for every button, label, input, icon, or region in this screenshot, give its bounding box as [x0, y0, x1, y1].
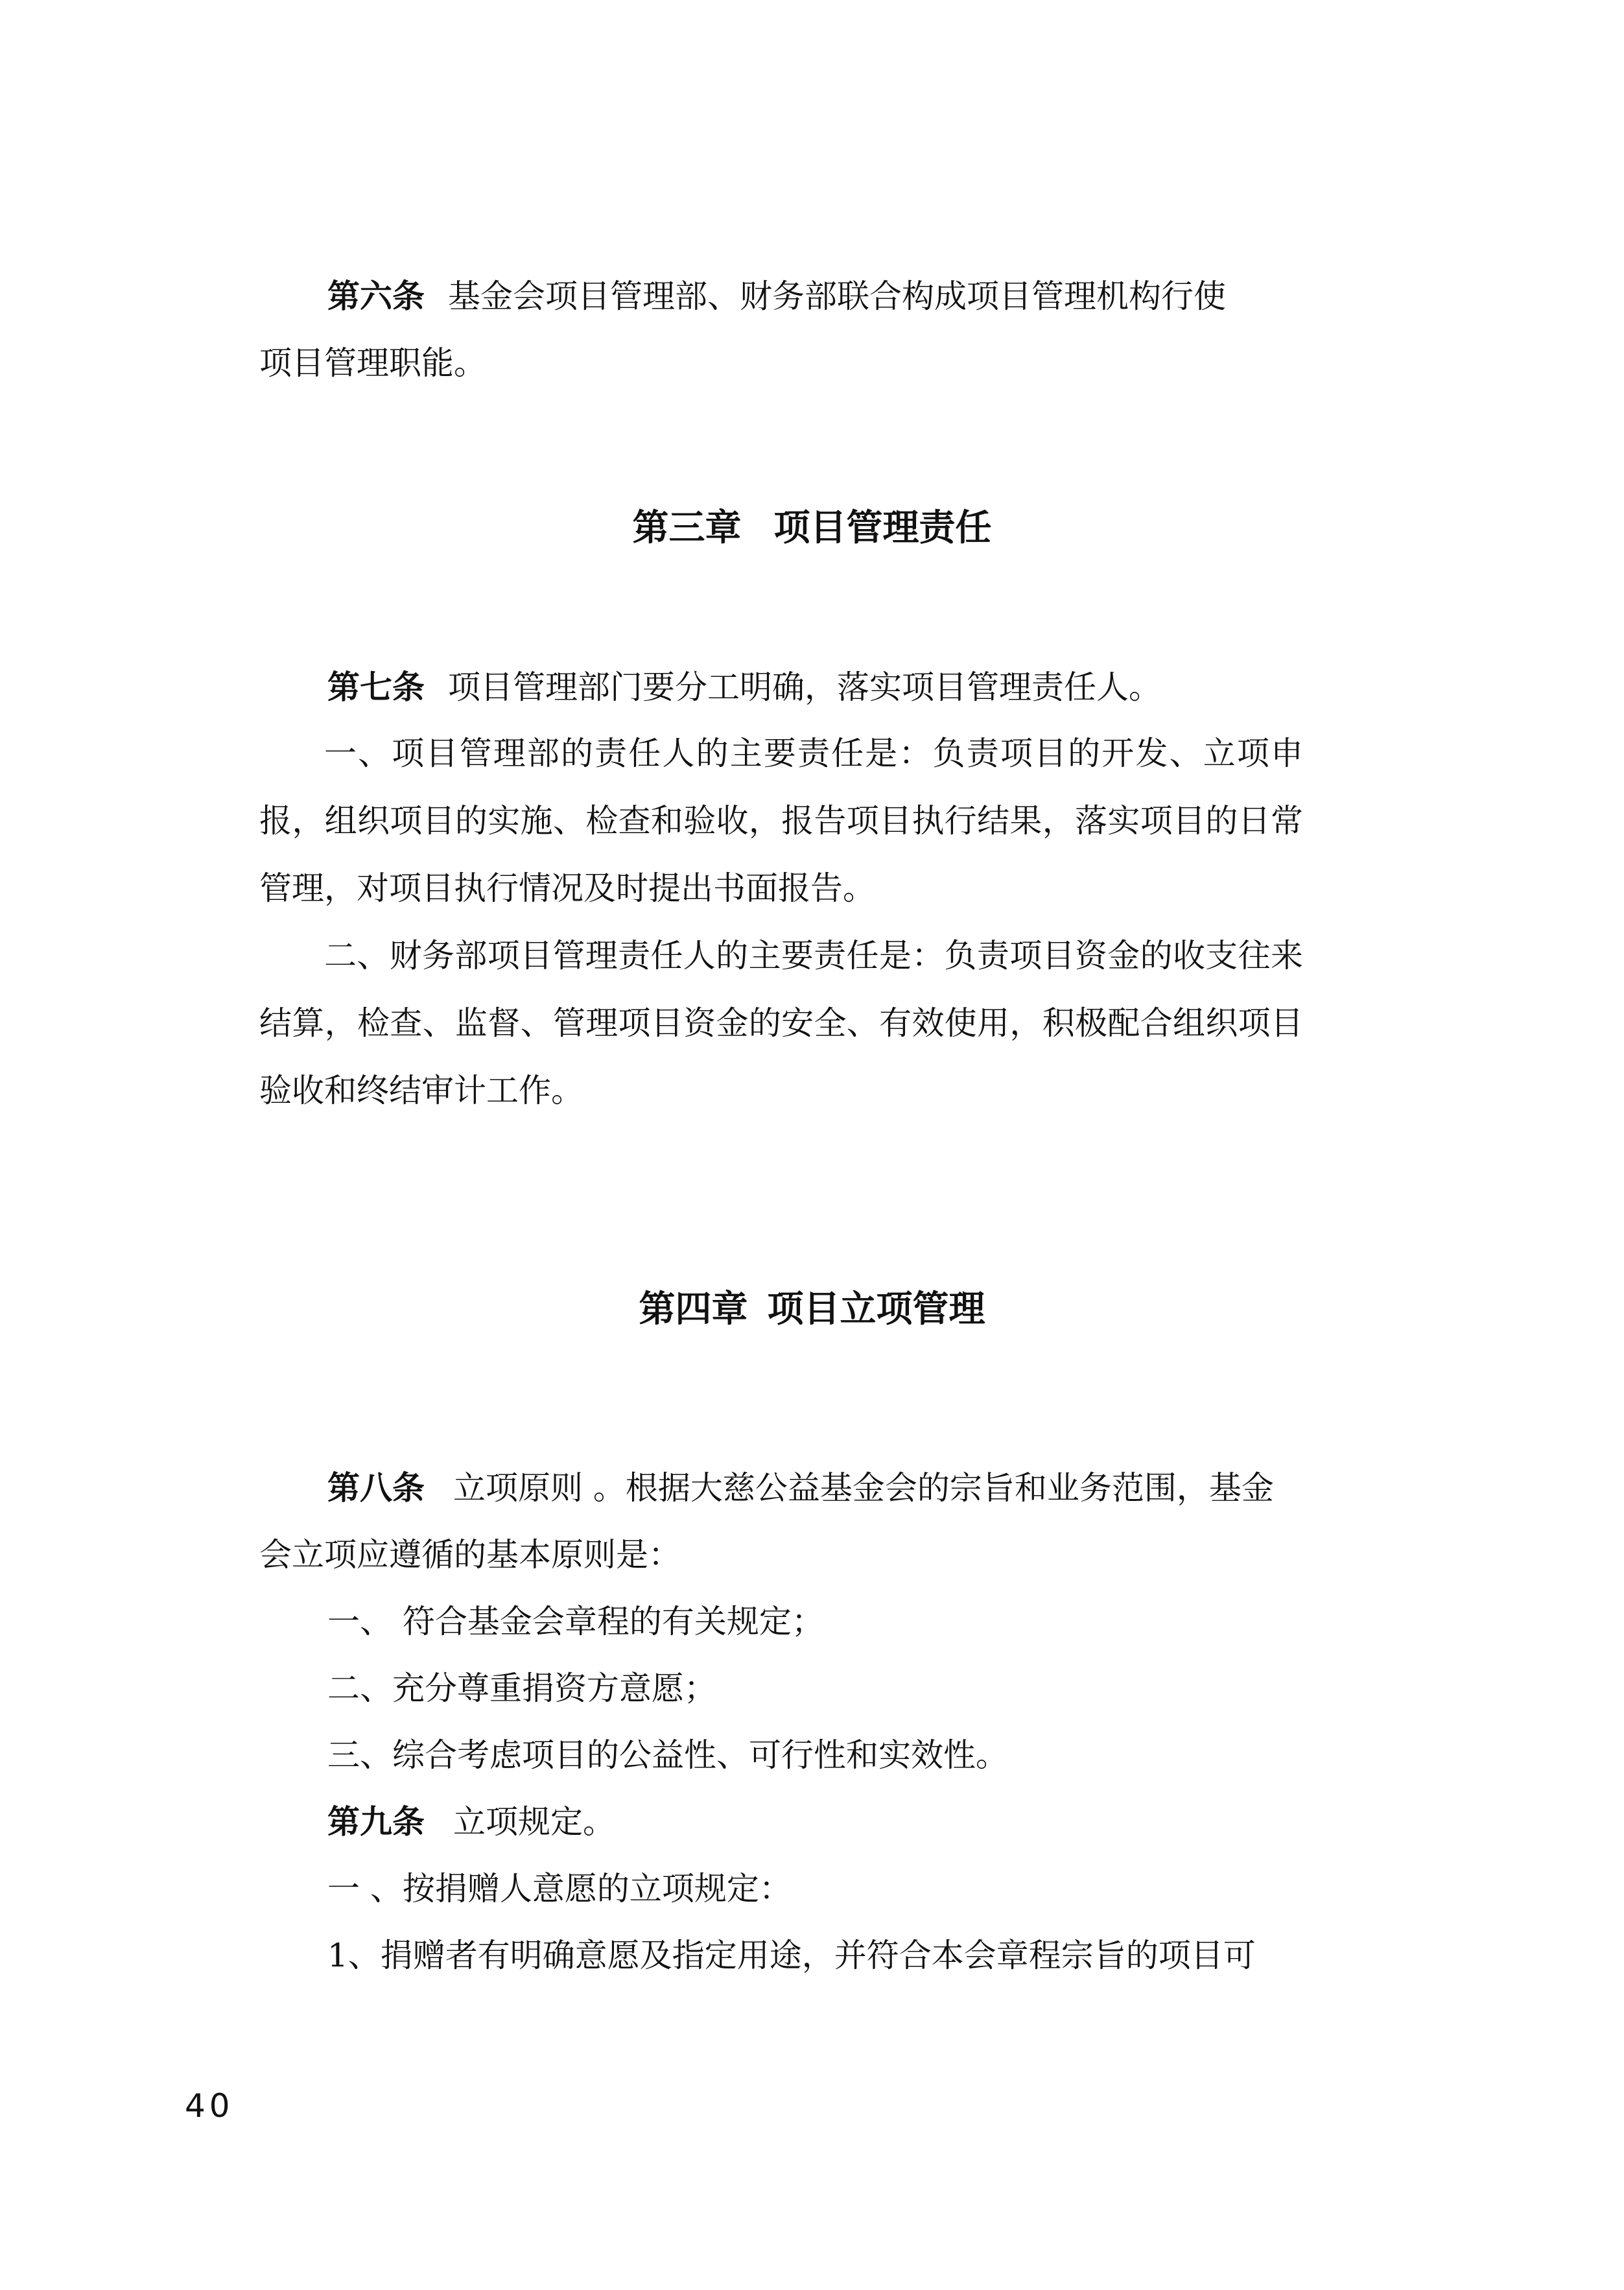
article-8-label: 第八条 — [327, 1469, 425, 1507]
article-6-label: 第六条 — [327, 277, 425, 315]
article-6-line-2: 项目管理职能。 — [259, 344, 486, 382]
article-9-item-1: 一 、按捐赠人意愿的立项规定： — [327, 1870, 792, 1907]
chapter-4-title: 第四章 — [639, 1288, 748, 1330]
article-9-item-2: 1、捐赠者有明确意愿及指定用途，并符合本会章程宗旨的项目可 — [327, 1937, 1256, 1974]
chapter-4-subtitle: 项目立项管理 — [767, 1288, 985, 1330]
article-8-item-3: 三、综合考虑项目的公益性、可行性和实效性。 — [327, 1736, 1008, 1774]
article-7-line-1 — [327, 668, 1161, 707]
article-9-line-1 — [327, 1802, 615, 1841]
article-7-paragraph-2: 二、财务部项目管理责任人的主要责任是：负责项目资金的收支往来结算，检查、监督、管理项目资金的安全、有效使用，积极配合组织项目验收和终结审计工作。 — [259, 937, 1303, 1109]
article-6-line-1 — [327, 277, 1226, 316]
chapter-3-title: 第三章 — [632, 507, 742, 549]
page-number: 40 — [185, 2087, 234, 2125]
article-8-text: 立项原则 。根据大慈公益基金会的宗旨和业务范围，基金 — [453, 1469, 1274, 1507]
article-9-label: 第九条 — [327, 1803, 425, 1841]
article-8-item-2: 二、充分尊重捐资方意愿； — [327, 1670, 716, 1707]
article-9-text: 立项规定。 — [453, 1803, 615, 1841]
article-7-text: 项目管理部门要分工明确，落实项目管理责任人。 — [448, 668, 1161, 706]
chapter-3-heading — [0, 506, 1624, 551]
article-8-item-1: 一、 符合基金会章程的有关规定； — [327, 1603, 824, 1640]
article-8-line-1 — [327, 1469, 1274, 1507]
chapter-3-subtitle: 项目管理责任 — [773, 507, 992, 549]
chapter-4-heading — [0, 1287, 1624, 1332]
article-7-paragraph-1: 一、项目管理部的责任人的主要责任是：负责项目的开发、立项申报，组织项目的实施、检查和验收，报告项目执行结果，落实项目的日常管理，对项目执行情况及时提出书面报告。 — [259, 735, 1303, 907]
article-6-text: 基金会项目管理部、财务部联合构成项目管理机构行使 — [448, 277, 1226, 315]
article-8-line-2: 会立项应遵循的基本原则是： — [259, 1536, 681, 1574]
article-7-label: 第七条 — [327, 668, 425, 706]
